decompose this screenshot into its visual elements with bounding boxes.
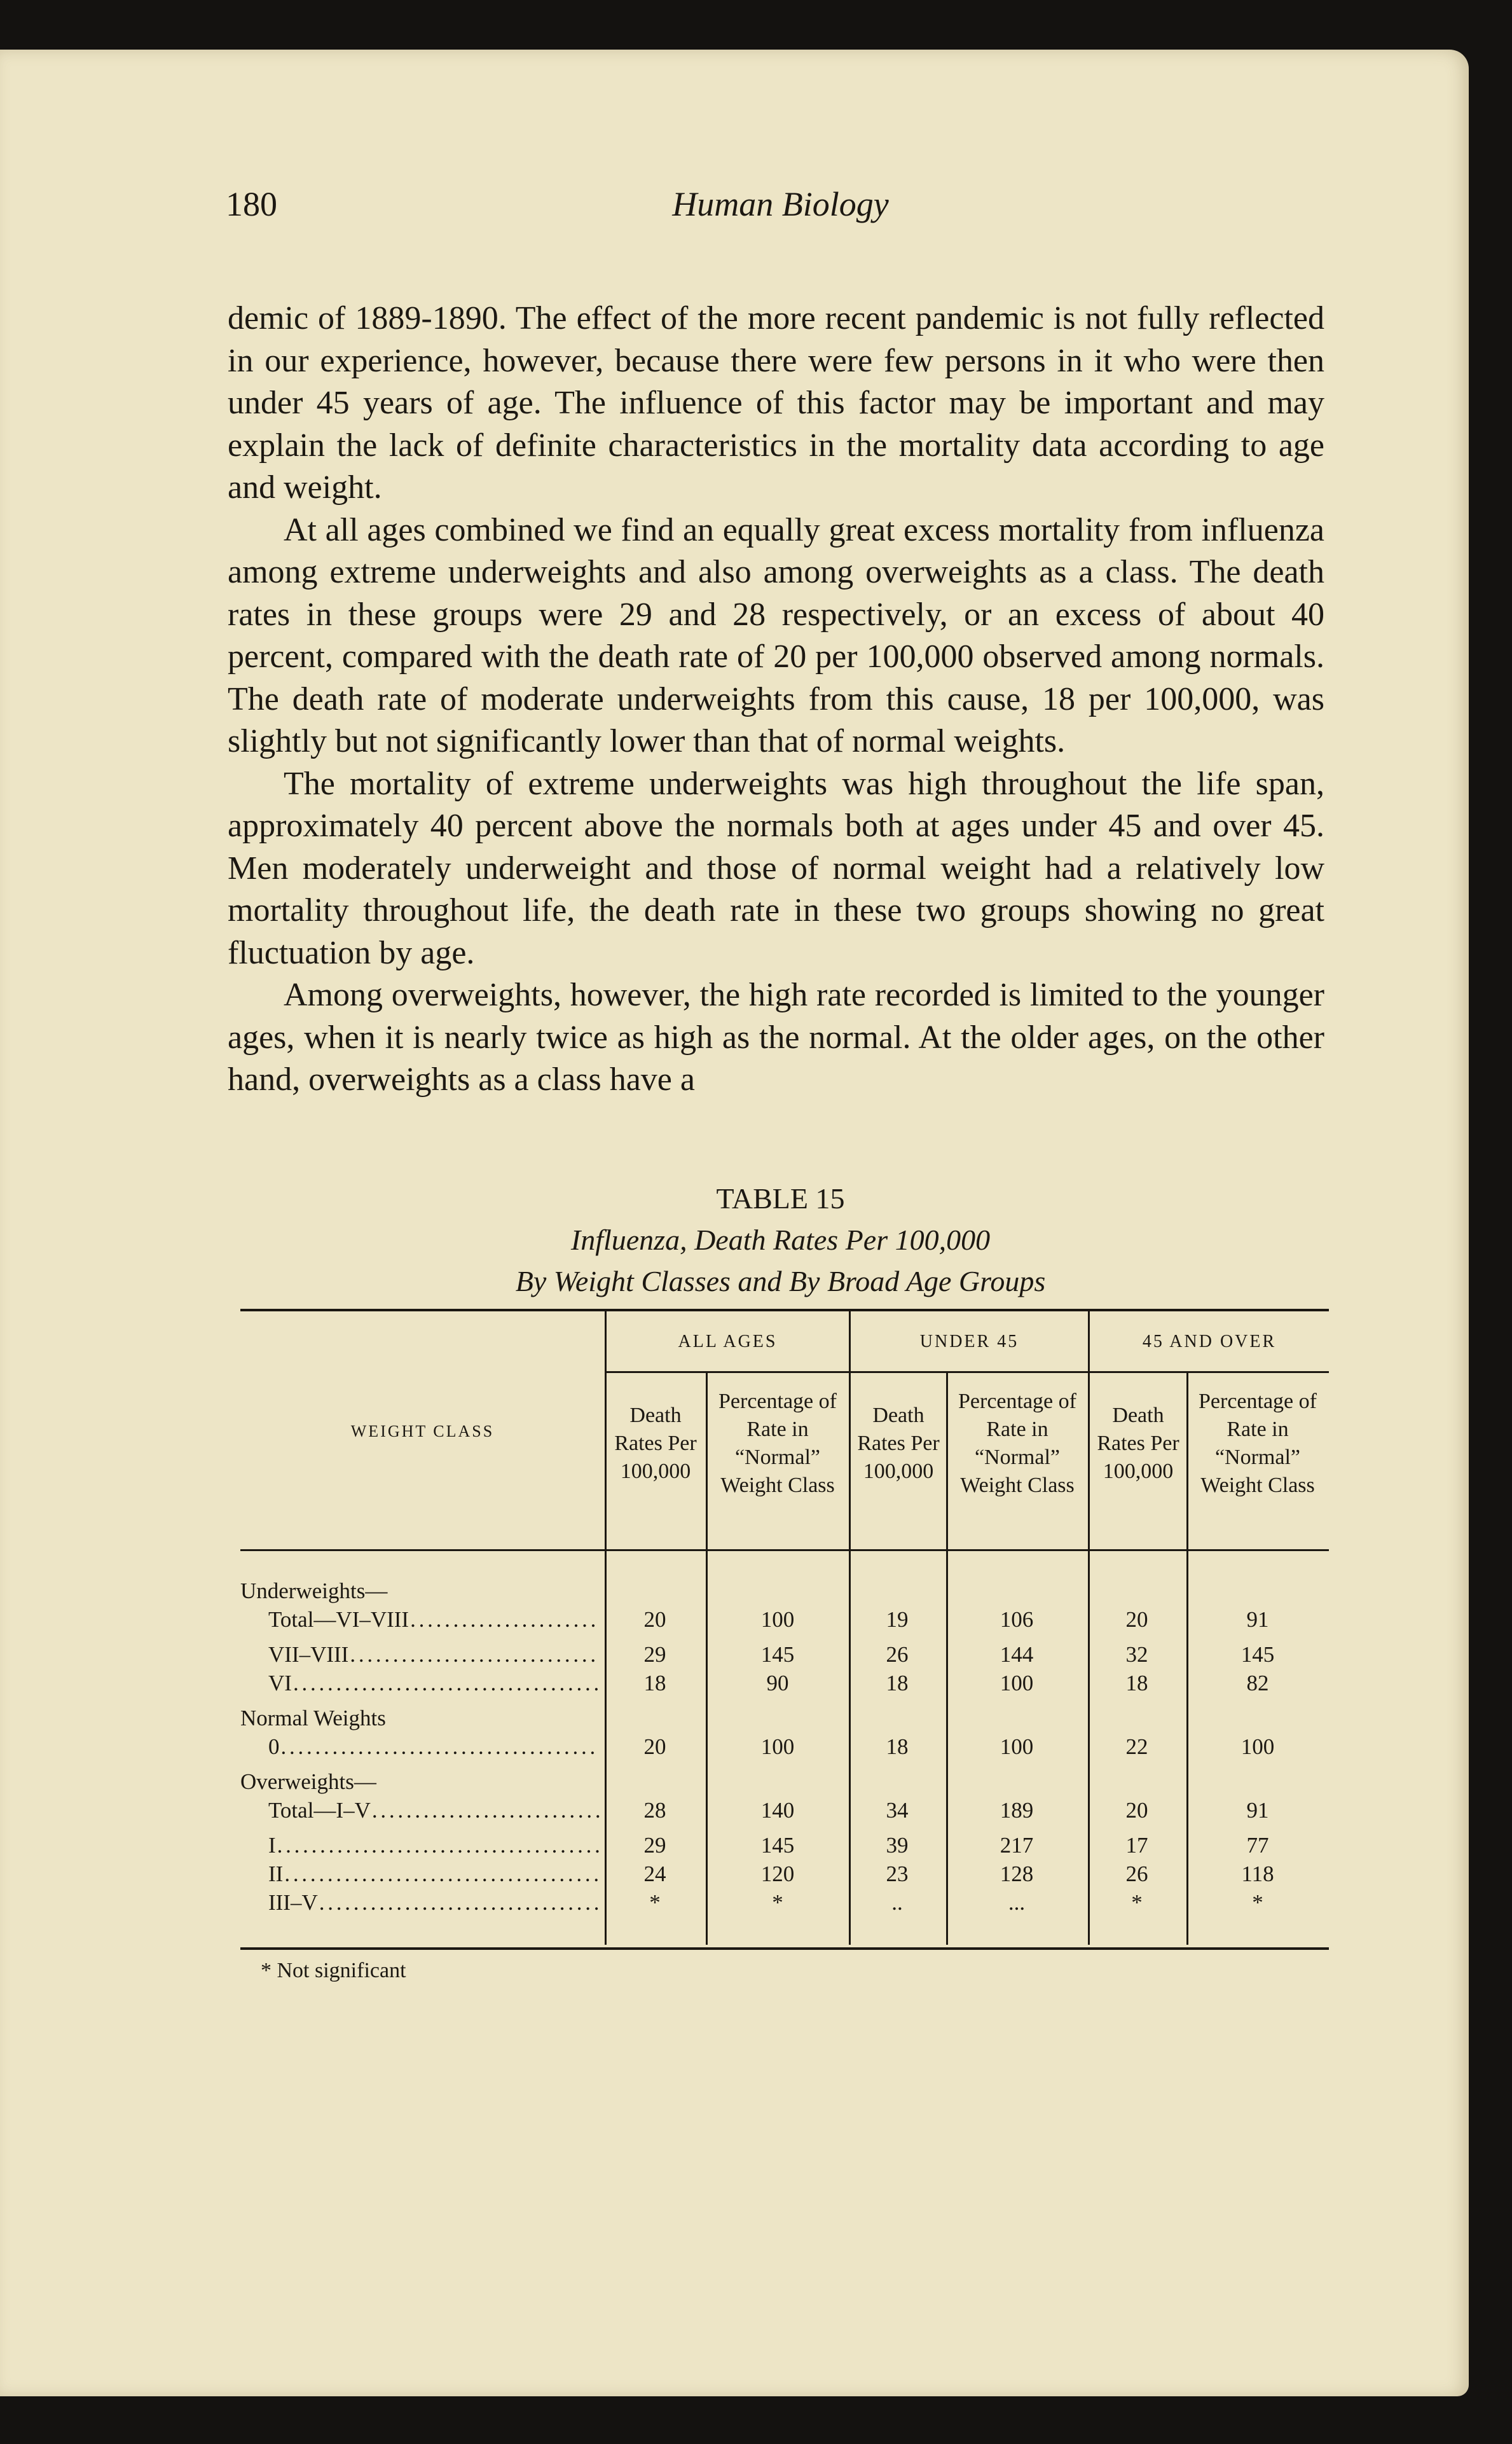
page-header: [226, 184, 1335, 235]
table-cell: 29: [643, 1642, 666, 1667]
group-header-all-ages: ALL AGES: [678, 1332, 778, 1351]
row-label: [240, 1671, 600, 1696]
row-label: [240, 1798, 600, 1823]
row-label-text: Overweights—: [240, 1769, 376, 1794]
row-label: [240, 1578, 600, 1604]
weight-class-header: WEIGHT CLASS: [350, 1422, 495, 1440]
row-label-text: Total—I–V: [268, 1798, 371, 1823]
table-subtitle: By Weight Classes and By Broad Age Groups: [515, 1265, 1046, 1297]
table-row: [240, 1607, 1329, 1639]
table-cell: 118: [1241, 1861, 1274, 1886]
table-cell: 90: [766, 1671, 789, 1695]
table-footnote: * Not significant: [261, 1959, 406, 1982]
table-cell: 145: [760, 1833, 795, 1858]
table-row: [240, 1833, 1329, 1865]
table-caption: [235, 1178, 1326, 1302]
group-rule: [606, 1371, 1329, 1373]
data-table: [240, 1309, 1329, 1950]
table-cell: 23: [886, 1861, 909, 1886]
row-label: [240, 1607, 600, 1633]
table-cell: 77: [1246, 1833, 1269, 1858]
row-label: [240, 1706, 600, 1731]
table-cell: 145: [760, 1642, 795, 1667]
row-label-text: I: [268, 1833, 276, 1858]
row-label: [240, 1734, 600, 1760]
table-cell: 144: [1000, 1642, 1034, 1667]
table-cell: 128: [1000, 1861, 1034, 1886]
table-row: [240, 1861, 1329, 1893]
table-cell: 26: [886, 1642, 909, 1667]
table-row: [240, 1734, 1329, 1766]
row-label-text: Underweights—: [240, 1578, 388, 1603]
table-cell: 26: [1125, 1861, 1148, 1886]
table-cell: ...: [1008, 1890, 1026, 1915]
row-label: [240, 1861, 600, 1887]
table-cell: *: [772, 1890, 783, 1915]
row-label-text: VI: [268, 1671, 292, 1695]
table-row: [240, 1769, 1329, 1801]
table-cell: 100: [760, 1607, 795, 1632]
table-cell: 18: [1125, 1671, 1148, 1695]
table-cell: 17: [1125, 1833, 1148, 1858]
table-cell: 20: [1125, 1798, 1148, 1823]
table-cell: 106: [1000, 1607, 1034, 1632]
table-cell: 18: [886, 1671, 909, 1695]
row-label: [240, 1642, 600, 1667]
paragraph: At all ages combined we find an equally great excess mortality from influenza among extreme underweights and also among overweights as a class. The death rates in these groups were 29 and 28 respectively, or an excess of about 40 percent, compared with the death rate of 20 per 100,000 observed among normals. The death rate of moderate underweights from this cause, 18 per 100,000, was slightly but not significantly lower than that of normal weights.: [228, 511, 1324, 759]
table-cell: 189: [1000, 1798, 1034, 1823]
table-cell: 91: [1246, 1798, 1269, 1823]
table-row: [240, 1706, 1329, 1737]
row-label-text: III–V: [268, 1890, 318, 1915]
table-cell: 19: [886, 1607, 909, 1632]
table-cell: 100: [1241, 1734, 1275, 1759]
paragraph: demic of 1889-1890. The effect of the more recent pandemic is not fully reflected in our experience, however, because there were few persons in it who were then under 45 years of age. The influence of this factor may be important and may explain the lack of definite characteristics in the mortality data according to age and weight.: [228, 300, 1324, 506]
row-label-text: II: [268, 1861, 284, 1886]
table-cell: 20: [643, 1734, 666, 1759]
table-row: [240, 1642, 1329, 1674]
table-cell: 100: [1000, 1734, 1034, 1759]
table-cell: 100: [760, 1734, 795, 1759]
table-cell: 39: [886, 1833, 909, 1858]
row-label: [240, 1833, 600, 1858]
col-percentage: Percentage of Rate in “Normal” Weight Class: [958, 1390, 1076, 1497]
row-label-text: Total—VI–VIII: [268, 1607, 409, 1632]
table-cell: 82: [1246, 1671, 1269, 1695]
table-cell: 28: [643, 1798, 666, 1823]
col-death-rate: Death Rates Per 100,000: [857, 1404, 940, 1483]
table-cell: 24: [643, 1861, 666, 1886]
table-row: [240, 1798, 1329, 1830]
table-cell: 140: [760, 1798, 795, 1823]
table-row: [240, 1671, 1329, 1702]
page-number: 180: [226, 185, 277, 223]
col-death-rate: Death Rates Per 100,000: [1097, 1404, 1179, 1483]
table-row: [240, 1890, 1329, 1922]
row-label-text: Normal Weights: [240, 1706, 386, 1730]
col-percentage: Percentage of Rate in “Normal” Weight Class: [718, 1390, 837, 1497]
table-row: [240, 1578, 1329, 1610]
table-cell: 100: [1000, 1671, 1034, 1695]
row-label-text: 0: [268, 1734, 280, 1759]
row-label-text: VII–VIII: [268, 1642, 349, 1667]
table-cell: *: [649, 1890, 661, 1915]
table-cell: 20: [643, 1607, 666, 1632]
table-cell: 91: [1246, 1607, 1269, 1632]
table-cell: 217: [1000, 1833, 1034, 1858]
running-title: Human Biology: [672, 185, 889, 223]
table-cell: 32: [1125, 1642, 1148, 1667]
group-header-under-45: UNDER 45: [919, 1332, 1019, 1351]
table-cell: 18: [643, 1671, 666, 1695]
body-text: [228, 298, 1324, 1101]
header-rule: [240, 1549, 1329, 1551]
table-cell: 120: [760, 1861, 795, 1886]
table-number: TABLE 15: [716, 1182, 845, 1215]
table-cell: 29: [643, 1833, 666, 1858]
table-cell: 34: [886, 1798, 909, 1823]
col-death-rate: Death Rates Per 100,000: [614, 1404, 697, 1483]
col-percentage: Percentage of Rate in “Normal” Weight Class: [1199, 1390, 1317, 1497]
table-cell: 145: [1241, 1642, 1275, 1667]
table-cell: *: [1252, 1890, 1263, 1915]
group-header-45-and-over: 45 AND OVER: [1142, 1332, 1277, 1351]
paragraph: Among overweights, however, the high rate recorded is limited to the younger ages, when it is nearly twice as high as the normal. At the older ages, on the other hand, overweights as a class have a: [228, 977, 1324, 1098]
row-label: [240, 1769, 600, 1795]
paragraph: The mortality of extreme underweights was high throughout the life span, approximately 40 percent above the normals both at ages under 45 and over 45. Men moderately underweight and those of normal weight had a relatively low mortality throughout life, the death rate in these two groups showing no great fluctuation by age.: [228, 765, 1324, 971]
table-title: Influenza, Death Rates Per 100,000: [570, 1224, 991, 1256]
table-cell: *: [1131, 1890, 1143, 1915]
table-cell: 20: [1125, 1607, 1148, 1632]
table-cell: 18: [886, 1734, 909, 1759]
table-cell: ..: [891, 1890, 903, 1915]
table-cell: 22: [1125, 1734, 1148, 1759]
row-label: [240, 1890, 600, 1916]
